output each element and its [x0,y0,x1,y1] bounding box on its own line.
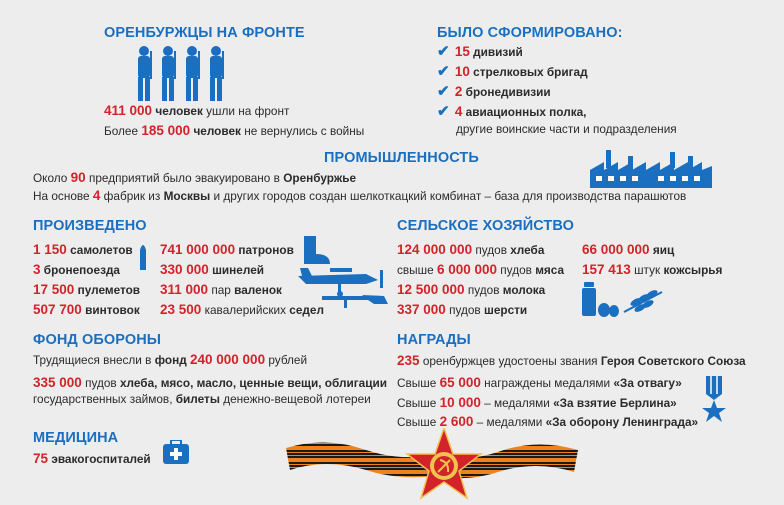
order-star-icon [405,428,483,505]
awards-line-4: Свыше 2 600 – медалями «За оборону Ленинграда» [397,414,699,429]
soldiers-icon [130,45,242,103]
awards-line-1: 235 оренбуржцев удостоены звания Героя Советского Союза [397,353,746,368]
agri-item: 337 000 пудов шерсти [397,302,528,317]
fund-line-2: 335 000 пудов хлеба, мясо, масло, ценные вещи, облигации [33,375,387,390]
section-title-medicine: МЕДИЦИНА [33,430,119,446]
awards-line-2: Свыше 65 000 награждены медалями «За отвагу» [397,375,682,390]
wheat-icon [622,288,666,314]
fund-line-1: Трудящиеся внесли в фонд 240 000 000 рублей [33,352,308,367]
formed-extra: другие воинские части и подразделения [456,122,677,136]
section-title-formed: БЫЛО СФОРМИРОВАНО: [437,25,623,41]
produced-item: 1 150 самолетов [33,242,133,257]
agri-item: свыше 6 000 000 пудов мяса [397,262,565,277]
produced-item: 23 500 кавалерийских седел [160,302,324,317]
agri-item: 157 413 штук кожсырья [582,262,723,277]
medicine-line: 75 эвакогоспиталей [33,451,151,466]
first-aid-icon [163,440,189,464]
section-title-fund: ФОНД ОБОРОНЫ [33,332,162,348]
bullet-icon [137,240,149,272]
industry-line-1: Около 90 предприятий было эвакуировано в Оренбуржье [33,170,357,185]
front-number-1: 411 000 [104,103,153,118]
checkmark-icon: ✔ [437,103,450,120]
produced-item: 3 бронепоезда [33,262,120,277]
factory-icon [588,148,714,188]
checkmark-icon: ✔ [437,63,450,80]
produced-item: 741 000 000 патронов [160,242,294,257]
produced-item: 507 700 винтовок [33,302,140,317]
industry-line-2: На основе 4 фабрик из Москвы и других городов создан шелкоткацкий комбинат – база для производства парашютов [33,188,687,203]
front-line-1: 411 000 человек ушли на фронт [104,103,290,118]
formed-item: ✔ 15 дивизий [437,43,523,60]
awards-line-3: Свыше 10 000 – медалями «За взятие Берлина» [397,395,677,410]
checkmark-icon: ✔ [437,43,450,60]
fund-line-3: государственных займов, билеты денежно-вещевой лотереи [33,392,371,406]
section-title-awards: НАГРАДЫ [397,332,471,348]
front-line-2: Более 185 000 человек не вернулись с войны [104,123,365,138]
rifle-icon [322,290,390,312]
section-title-industry: ПРОМЫШЛЕННОСТЬ [324,150,479,166]
agri-item: 12 500 000 пудов молока [397,282,546,297]
formed-item: ✔ 2 бронедивизии [437,83,551,100]
formed-item: ✔ 4 авиационных полка, [437,103,587,120]
section-title-produced: ПРОИЗВЕДЕНО [33,218,147,234]
agri-item: 124 000 000 пудов хлеба [397,242,545,257]
front-number-2: 185 000 [141,123,191,138]
formed-item: ✔ 10 стрелковых бригад [437,63,588,80]
section-title-agri: СЕЛЬСКОЕ ХОЗЯЙСТВО [397,218,574,234]
produced-item: 311 000 пар валенок [160,282,282,297]
section-title-front: ОРЕНБУРЖЦЫ НА ФРОНТЕ [104,25,305,41]
agri-item: 66 000 000 яиц [582,242,675,257]
milk-eggs-icon [580,282,620,318]
checkmark-icon: ✔ [437,83,450,100]
produced-item: 17 500 пулеметов [33,282,141,297]
medal-icon [702,376,726,424]
produced-item: 330 000 шинелей [160,262,265,277]
